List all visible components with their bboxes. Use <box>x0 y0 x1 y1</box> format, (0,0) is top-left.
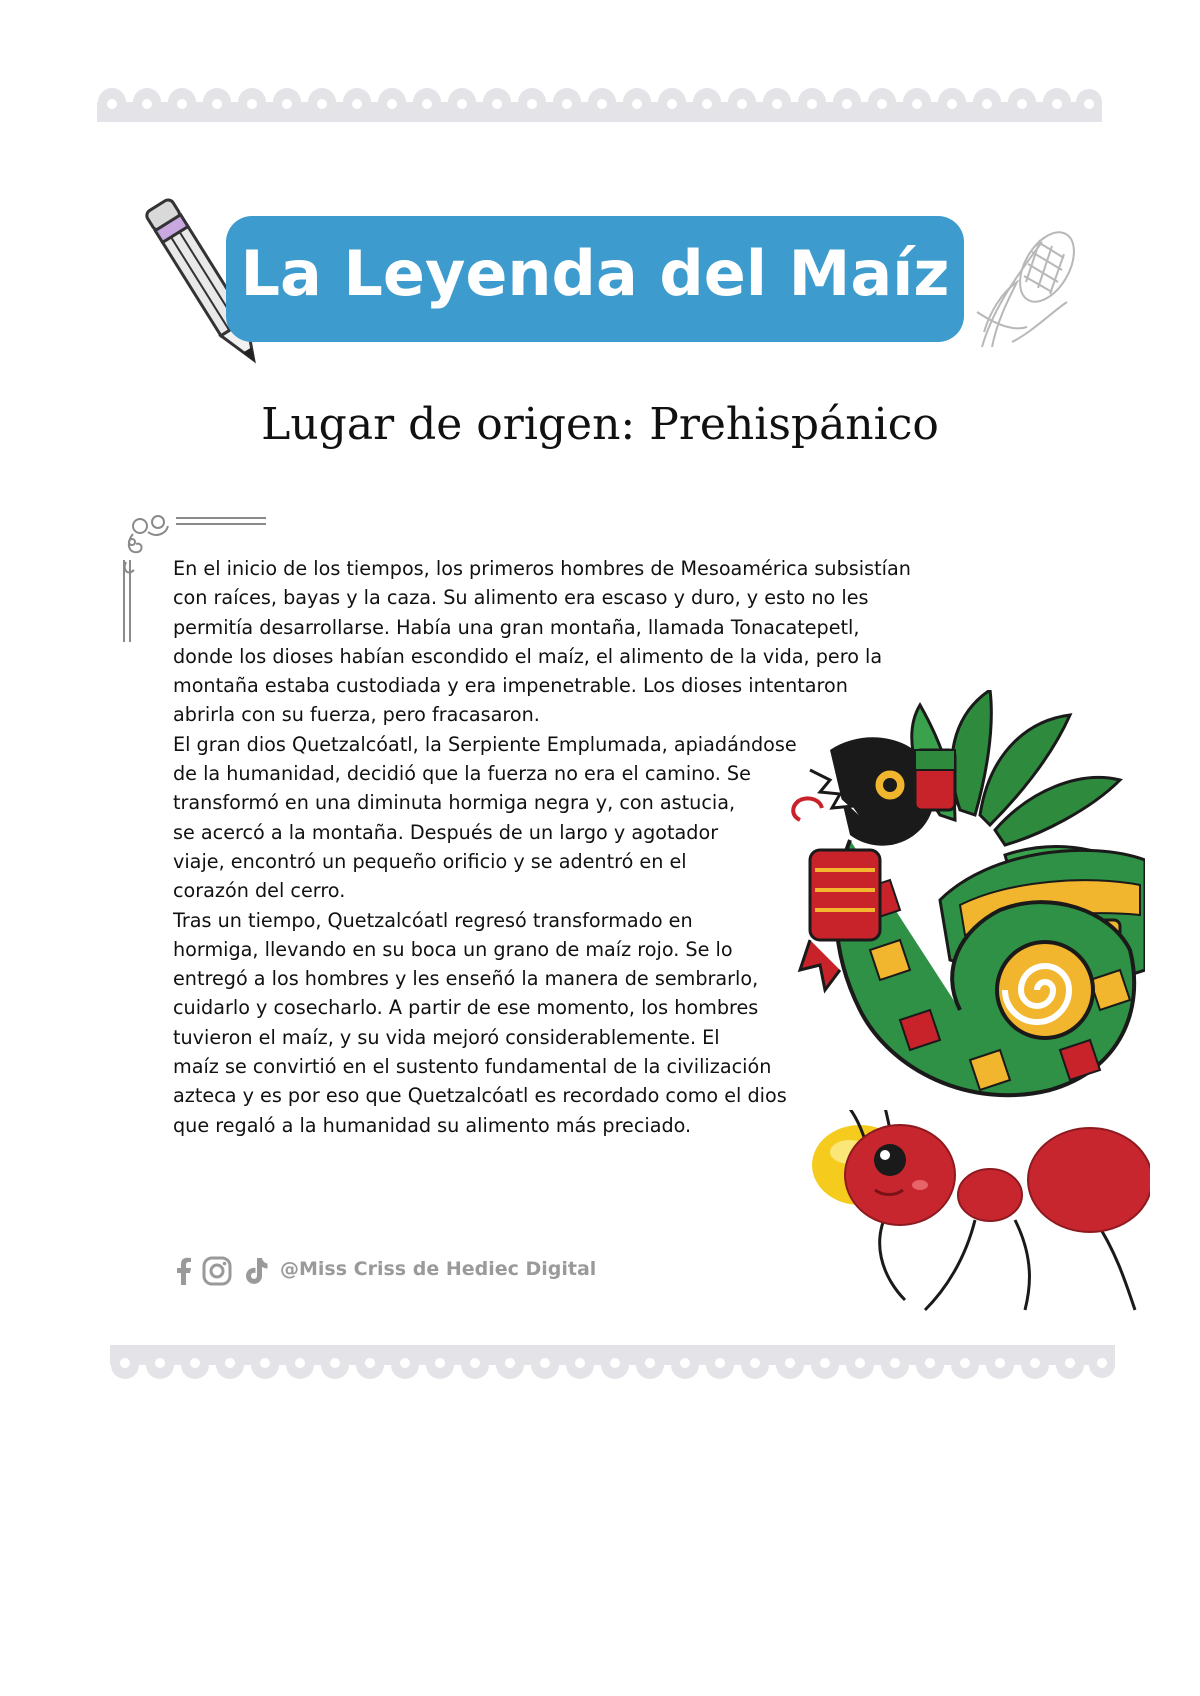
story-line: con raíces, bayas y la caza. Su alimento era escaso y duro, y esto no les <box>173 586 869 610</box>
story-line: corazón del cerro. <box>173 879 346 903</box>
story-line: entregó a los hombres y les enseñó la manera de sembrarlo, <box>173 967 759 991</box>
page-subtitle: Lugar de origen: Prehispánico <box>261 399 939 450</box>
facebook-icon[interactable] <box>168 1255 200 1287</box>
story-line: donde los dioses habían escondido el maíz, el alimento de la vida, pero la <box>173 644 883 668</box>
story-line: hormiga, llevando en su boca un grano de maíz rojo. Se lo <box>173 937 733 961</box>
instagram-icon[interactable] <box>201 1255 233 1287</box>
story-line: cuidarlo y cosecharlo. A partir de ese momento, los hombres <box>173 996 759 1020</box>
corn-icon <box>972 222 1087 352</box>
story-line: Tras un tiempo, Quetzalcóatl regresó transformado en <box>173 908 693 932</box>
bottom-lace-border <box>110 1345 1115 1383</box>
story-line: tuvieron el maíz, y su vida mejoró considerablemente. El <box>173 1025 720 1049</box>
story-line: permitía desarrollarse. Había una gran montaña, llamada Tonacatepetl, <box>173 615 860 639</box>
story-line: En el inicio de los tiempos, los primeros hombres de Mesoamérica subsistían <box>173 557 911 580</box>
top-lace-border <box>97 84 1102 122</box>
story-line: que regaló a la humanidad su alimento más preciado. <box>173 1113 692 1137</box>
story-line: maíz se convirtió en el sustento fundamental de la civilización <box>173 1055 772 1079</box>
story-line: azteca y es por eso que Quetzalcóatl es recordado como el dios <box>173 1084 787 1108</box>
social-handle[interactable]: @Miss Criss de Hediec Digital <box>280 1258 597 1280</box>
story-line: viaje, encontró un pequeño orificio y se adentró en el <box>173 849 687 873</box>
tiktok-icon[interactable] <box>240 1255 272 1287</box>
page-title: La Leyenda del Maíz <box>240 237 950 310</box>
story-line: se acercó a la montaña. Después de un largo y agotador <box>173 820 719 844</box>
story-line: El gran dios Quetzalcóatl, la Serpiente Emplumada, apiadándose <box>173 732 797 756</box>
story-line: transformó en una diminuta hormiga negra y, con astucia, <box>173 791 736 815</box>
story-line: abrirla con su fuerza, pero fracasaron. <box>173 703 540 727</box>
story-line: de la humanidad, decidió que la fuerza no era el camino. Se <box>173 762 751 786</box>
ant-illustration <box>805 1110 1150 1315</box>
story-line: montaña estaba custodiada y era impenetrable. Los dioses intentaron <box>173 674 848 698</box>
